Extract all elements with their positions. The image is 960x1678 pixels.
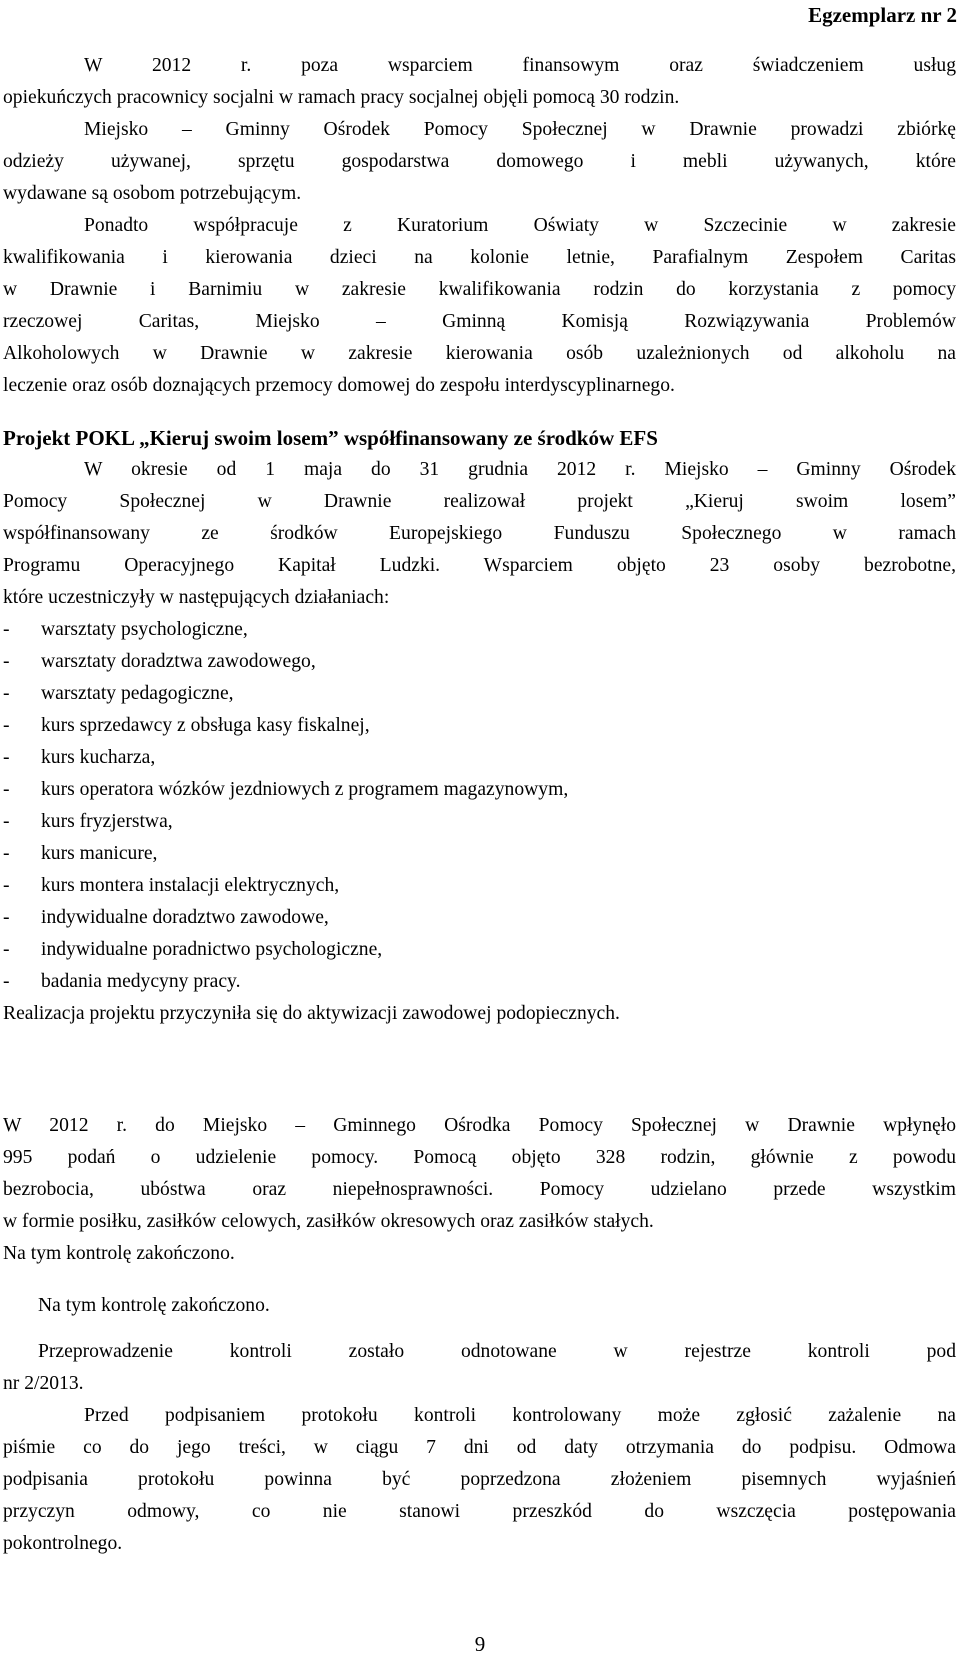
dash-bullet: - xyxy=(3,619,10,640)
dash-bullet: - xyxy=(3,683,10,704)
paragraph-line: Miejsko – Gminny Ośrodek Pomocy Społecznej w Drawnie prowadzi zbiórkę xyxy=(84,119,956,140)
paragraph-line: bezrobocia, ubóstwa oraz niepełnosprawności. Pomocy udzielano przede wszystkim xyxy=(3,1179,956,1200)
paragraph-line: które uczestniczyły w następujących działaniach: xyxy=(3,587,390,608)
dash-bullet: - xyxy=(3,875,10,896)
project-summary: Realizacja projektu przyczyniła się do aktywizacji zawodowej podopiecznych. xyxy=(3,1003,620,1024)
appeal-section xyxy=(3,1400,956,1560)
list-item-text: warsztaty pedagogiczne, xyxy=(41,683,234,704)
list-item xyxy=(3,838,956,870)
paragraph-line: współfinansowany ze środków Europejskiego Funduszu Społecznego w ramach xyxy=(3,523,956,544)
list-item xyxy=(3,710,956,742)
paragraph-line: kwalifikowania i kierowania dzieci na kolonie letnie, Parafialnym Zespołem Caritas xyxy=(3,247,956,268)
paragraph-line: W okresie od 1 maja do 31 grudnia 2012 r. Miejsko – Gminny Ośrodek xyxy=(84,459,956,480)
list-item-text: warsztaty psychologiczne, xyxy=(41,619,248,640)
paragraph-line: Ponadto współpracuje z Kuratorium Oświaty w Szczecinie w zakresie xyxy=(84,215,956,236)
list-item-text: kurs manicure, xyxy=(41,843,158,864)
intro-section xyxy=(3,50,956,402)
page-number: 9 xyxy=(474,1632,486,1656)
list-item-text: kurs fryzjerstwa, xyxy=(41,811,173,832)
list-item xyxy=(3,870,956,902)
paragraph-line: podpisania protokołu powinna być poprzedzona złożeniem pisemnych wyjaśnień xyxy=(3,1469,956,1490)
paragraph-line: nr 2/2013. xyxy=(3,1373,84,1394)
list-item xyxy=(3,678,956,710)
dash-bullet: - xyxy=(3,939,10,960)
project-heading: Projekt POKL „Kieruj swoim losem” współfinansowany ze środków EFS xyxy=(3,426,658,450)
activities-list xyxy=(3,614,956,998)
paragraph-line: Pomocy Społecznej w Drawnie realizował projekt „Kieruj swoim losem” xyxy=(3,491,956,512)
paragraph-line: pokontrolnego. xyxy=(3,1533,123,1554)
list-item-text: indywidualne doradztwo zawodowe, xyxy=(41,907,329,928)
list-item-text: kurs sprzedawcy z obsługa kasy fiskalnej, xyxy=(41,715,370,736)
list-item-text: indywidualne poradnictwo psychologiczne, xyxy=(41,939,383,960)
paragraph-line: Przeprowadzenie kontroli zostało odnotowane w rejestrze kontroli pod xyxy=(38,1341,956,1362)
end-note: Na tym kontrolę zakończono. xyxy=(38,1295,270,1316)
paragraph-line: w Drawnie i Barnimiu w zakresie kwalifikowania rodzin do korzystania z pomocy xyxy=(3,279,956,300)
dash-bullet: - xyxy=(3,779,10,800)
paragraph-line: w formie posiłku, zasiłków celowych, zasiłków okresowych oraz zasiłków stałych. xyxy=(3,1211,654,1232)
paragraph-line: 995 podań o udzielenie pomocy. Pomocą objęto 328 rodzin, głównie z powodu xyxy=(3,1147,956,1168)
paragraph-line: Alkoholowych w Drawnie w zakresie kierowania osób uzależnionych od alkoholu na xyxy=(3,343,956,364)
paragraph-line: leczenie oraz osób doznających przemocy domowej do zespołu interdyscyplinarnego. xyxy=(3,375,675,396)
dash-bullet: - xyxy=(3,907,10,928)
dash-bullet: - xyxy=(3,651,10,672)
paragraph-line: odzieży używanej, sprzętu gospodarstwa domowego i mebli używanych, które xyxy=(3,151,956,172)
dash-bullet: - xyxy=(3,843,10,864)
dash-bullet: - xyxy=(3,747,10,768)
project-section xyxy=(3,422,956,1030)
list-item-text: badania medycyny pracy. xyxy=(41,971,241,992)
list-item-text: kurs montera instalacji elektrycznych, xyxy=(41,875,340,896)
paragraph-line: przyczyn odmowy, co nie stanowi przeszkód do wszczęcia postępowania xyxy=(3,1501,956,1522)
paragraph-line: W 2012 r. poza wsparciem finansowym oraz świadczeniem usług xyxy=(84,55,956,76)
list-item xyxy=(3,774,956,806)
applications-section xyxy=(3,1110,956,1270)
paragraph-line: Na tym kontrolę zakończono. xyxy=(3,1243,235,1264)
paragraph-line: wydawane są osobom potrzebującym. xyxy=(3,183,302,204)
list-item xyxy=(3,966,956,998)
list-item-text: kurs kucharza, xyxy=(41,747,156,768)
paragraph-line: piśmie co do jego treści, w ciągu 7 dni od daty otrzymania do podpisu. Odmowa xyxy=(3,1437,956,1458)
list-item xyxy=(3,934,956,966)
register-section xyxy=(3,1336,956,1400)
copy-number-label: Egzemplarz nr 2 xyxy=(808,3,957,27)
list-item xyxy=(3,806,956,838)
list-item xyxy=(3,742,956,774)
dash-bullet: - xyxy=(3,715,10,736)
list-item-text: warsztaty doradztwa zawodowego, xyxy=(41,651,316,672)
dash-bullet: - xyxy=(3,971,10,992)
list-item xyxy=(3,902,956,934)
list-item xyxy=(3,646,956,678)
closing-note-section xyxy=(3,1290,956,1322)
paragraph-line: opiekuńczych pracownicy socjalni w ramach pracy socjalnej objęli pomocą 30 rodzin. xyxy=(3,87,680,108)
paragraph-line: W 2012 r. do Miejsko – Gminnego Ośrodka Pomocy Społecznej w Drawnie wpłynęło xyxy=(3,1115,956,1136)
paragraph-line: rzeczowej Caritas, Miejsko – Gminną Komisją Rozwiązywania Problemów xyxy=(3,311,956,332)
list-item-text: kurs operatora wózków jezdniowych z programem magazynowym, xyxy=(41,779,569,800)
list-item xyxy=(3,614,956,646)
paragraph-line: Programu Operacyjnego Kapitał Ludzki. Wsparciem objęto 23 osoby bezrobotne, xyxy=(3,555,956,576)
dash-bullet: - xyxy=(3,811,10,832)
paragraph-line: Przed podpisaniem protokołu kontroli kontrolowany może zgłosić zażalenie na xyxy=(84,1405,956,1426)
